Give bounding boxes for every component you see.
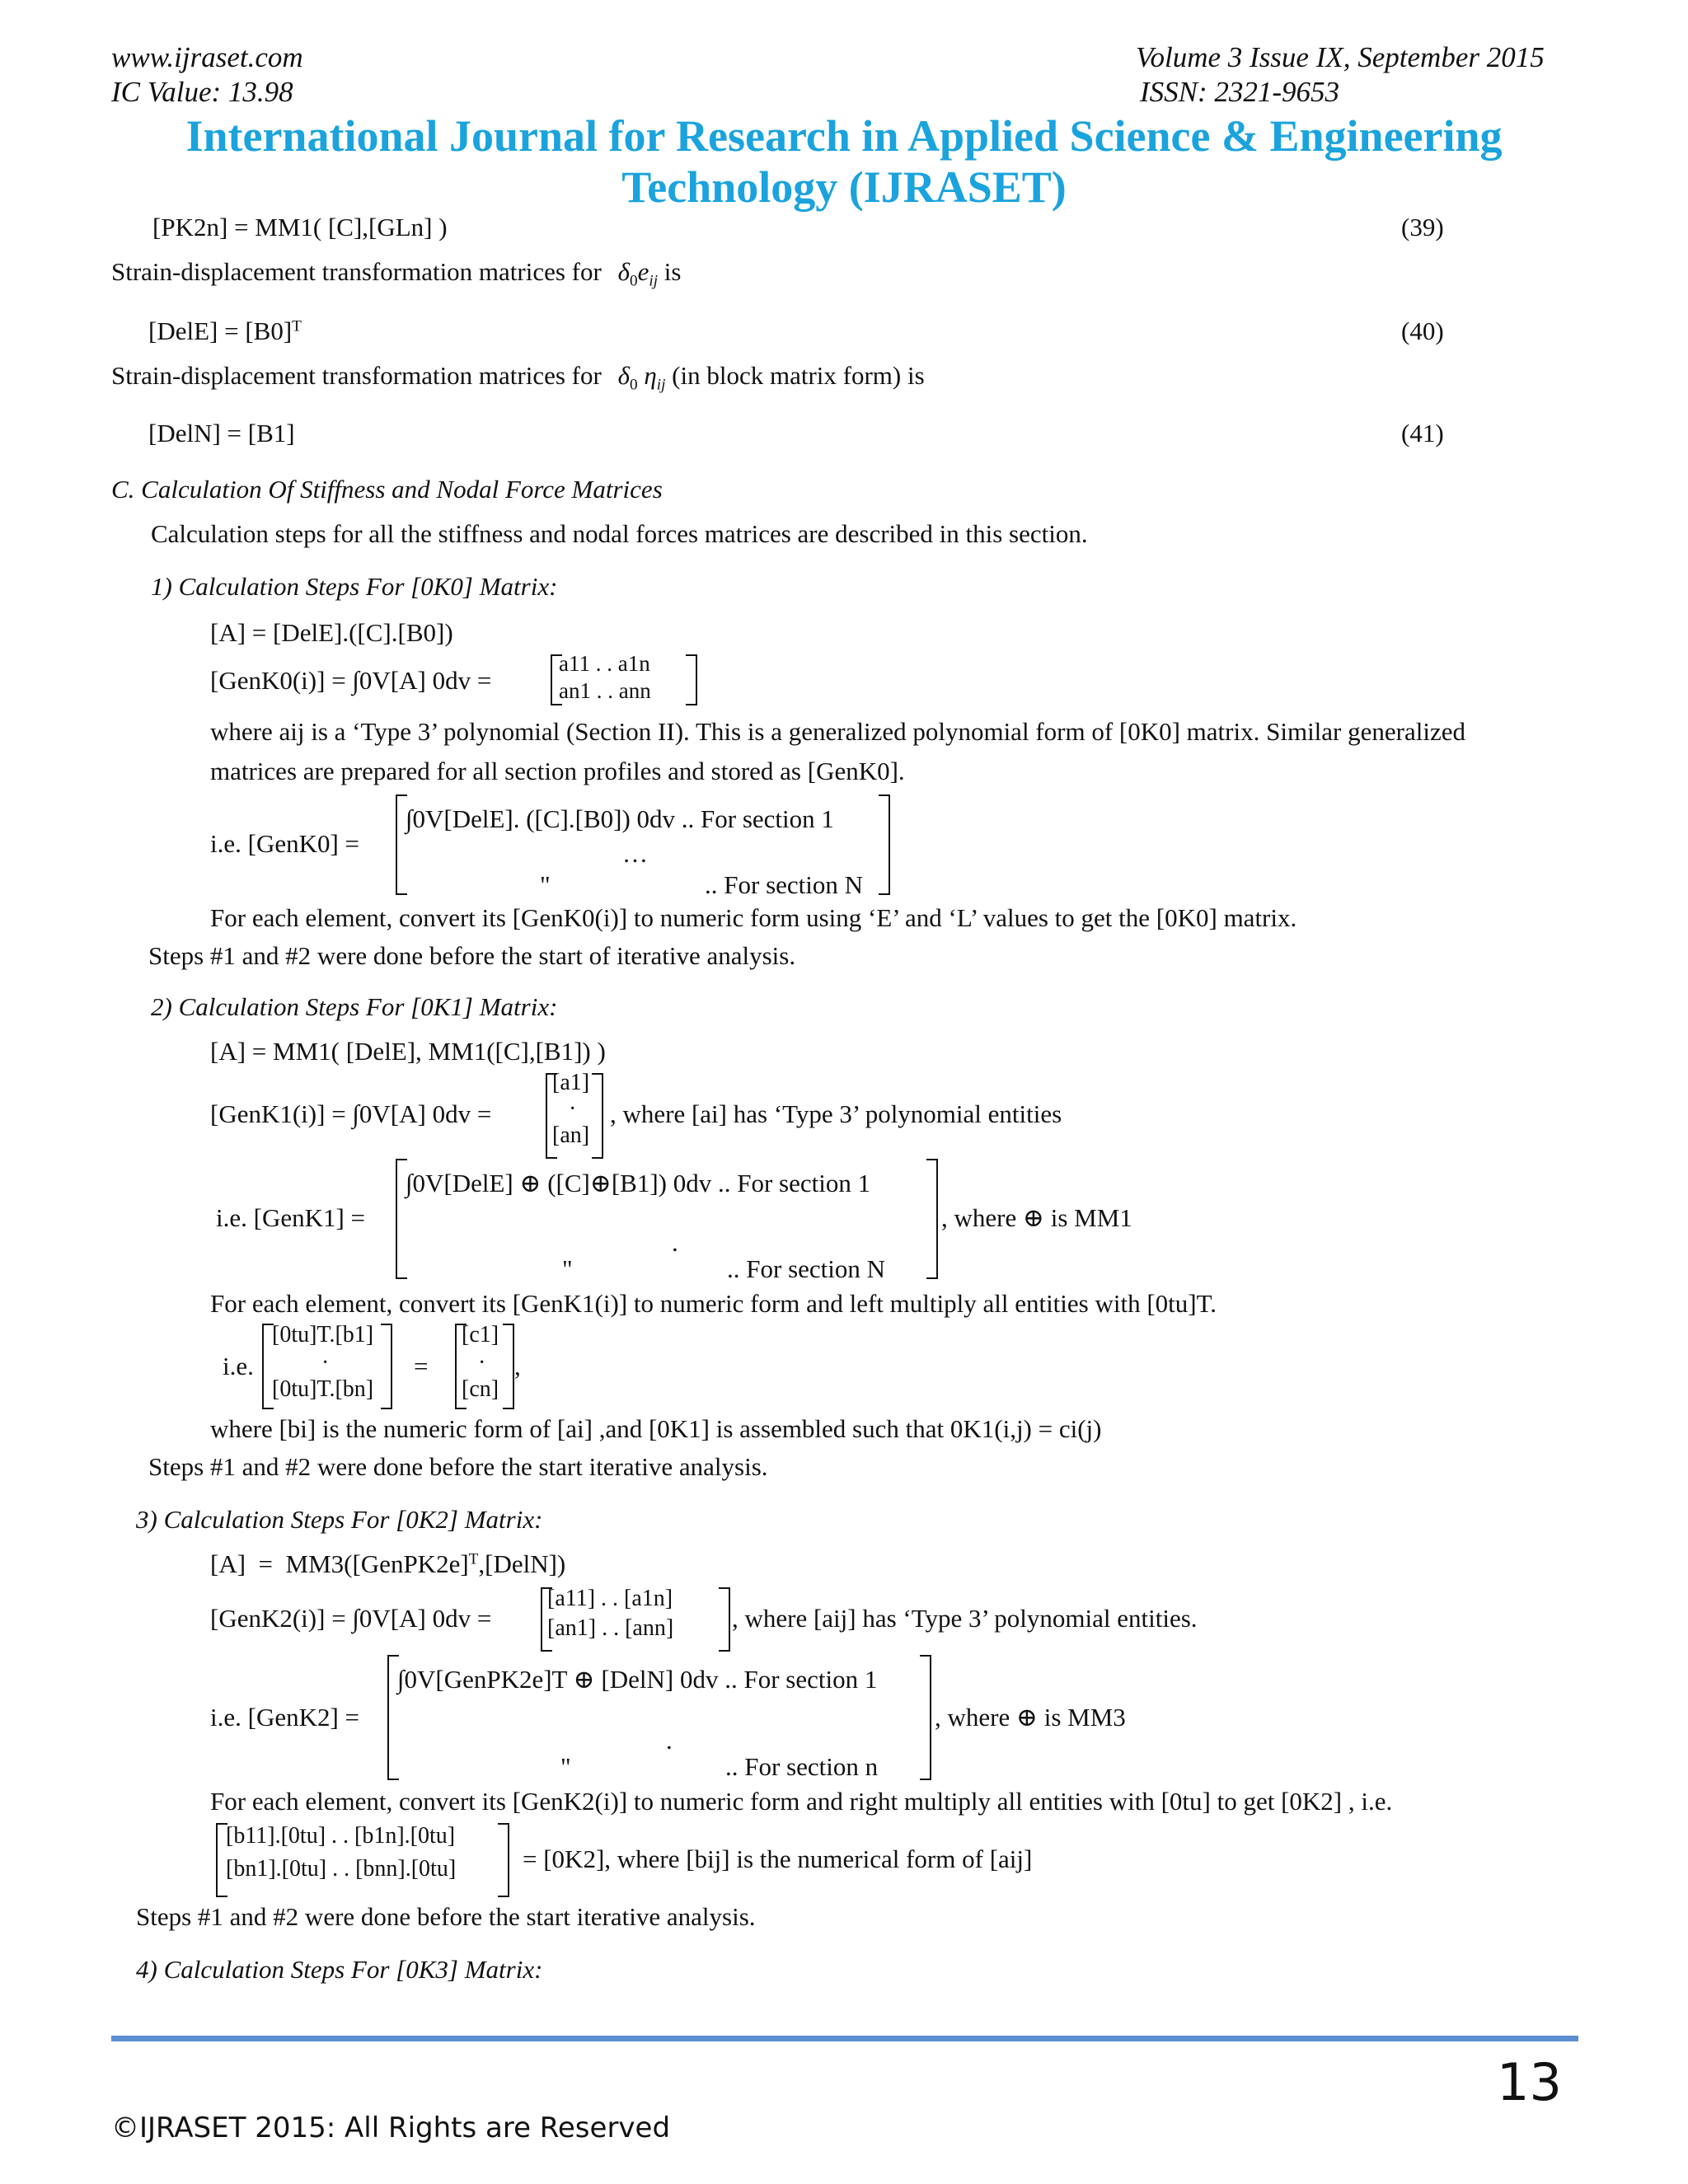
block-bracket-right [926,1159,938,1279]
genk0-row-1: ∫0V[DelE]. ([C].[B0]) 0dv .. For section 1 [406,804,834,833]
step2-steps: Steps #1 and #2 were done before the start iterative analysis. [148,1452,768,1481]
strain-text-2-tail: (in block matrix form) is [672,361,925,390]
strain-text-1-tail: is [663,257,682,286]
block-bracket-right [920,1655,931,1780]
copyright: ©IJRASET 2015: All Rights are Reserved [111,2111,671,2144]
step3-steps: Steps #1 and #2 were done before the start iterative analysis. [136,1902,756,1931]
volume-issue: Volume 3 Issue IX, September 2015 [1136,41,1545,73]
delta-symbol: δ [617,257,630,286]
c-matrix-row-n: [cn] [462,1376,499,1402]
equation-number-40: (40) [1401,316,1444,345]
page-number: 13 [1497,2052,1562,2112]
genk0-row-2: … [622,839,648,868]
block-bracket-right [879,794,890,895]
step2-ie2: i.e. [223,1352,254,1380]
step1-steps: Steps #1 and #2 were done before the start of iterative analysis. [148,941,796,970]
issn: ISSN: 2321-9653 [1140,76,1340,108]
genk0-row-3-ditto: " [540,870,551,899]
step3-result: = [0K2], where [bij] is the numerical form of [aij] [523,1844,1033,1873]
step2-convert: For each element, convert its [GenK1(i)] to numeric form and left multiply all entities with [0tu]T. [210,1289,1217,1318]
genk2-row-3-ditto: " [560,1752,571,1781]
genk2-row-3: .. For section n [725,1752,879,1781]
step3-where-op: , where ⊕ is MM3 [935,1703,1126,1732]
step1-where: where aij is a ‘Type 3’ polynomial (Section II). This is a generalized polynomial form of [0K0] matrix. Similar generalized [210,717,1465,746]
b-matrix-row-n: [0tu]T.[bn] [272,1376,374,1402]
genk1-row-2: . [672,1228,678,1257]
genk2-row-2: . [666,1726,673,1755]
section-c-heading: C. Calculation Of Stiffness and Nodal Force Matrices [111,475,663,504]
step3-line-a: [A] = MM3([GenPK2e]$^T$,[DelN]) [210,1549,566,1578]
journal-title-line1: International Journal for Research in Applied Science & Engineering [185,111,1503,161]
step1-line-a: [A] = [DelE].([C].[B0]) [210,618,453,647]
step3-genk2i: [GenK2(i)] = ∫0V[A] 0dv = [210,1604,492,1633]
equation-40: [DelE] = $[B0]^T$ [148,316,302,345]
step3-heading: 3) Calculation Steps For [0K2] Matrix: [136,1505,543,1534]
strain-text-1: Strain-displacement transformation matrices for $\delta_0e_{ij}$ is [111,257,682,290]
col-an: [an] [552,1122,590,1148]
genk2-row-1: ∫0V[GenPK2e]T ⊕ [DelN] 0dv .. For section 1 [397,1665,878,1694]
genk0-row-3: .. For section N [705,870,864,899]
step2-ie-label: i.e. [GenK1] = [216,1203,366,1232]
step1-where-2: matrices are prepared for all section profiles and stored as [GenK0]. [210,757,905,785]
journal-title-line2: Technology (IJRASET) [621,162,1067,212]
b-matrix-bracket-right [381,1324,392,1409]
step2-heading: 2) Calculation Steps For [0K1] Matrix: [151,992,558,1021]
bu-matrix-bracket-right [498,1823,509,1897]
section-c-intro: Calculation steps for all the stiffness and nodal forces matrices are described in this section. [151,519,1088,548]
equation-number-41: (41) [1401,419,1444,448]
step1-genk0i: [GenK0(i)] = ∫0V[A] 0dv = [210,666,492,695]
step2-where-ai: , where [ai] has ‘Type 3’ polynomial entities [610,1099,1062,1128]
step2-where-op: , where ⊕ is MM1 [941,1203,1132,1232]
step2-line-a: [A] = MM1( [DelE], MM1([C],[B1]) ) [210,1037,606,1066]
c-matrix-bracket-right [503,1324,514,1409]
k2-matrix-row-2: [an1] . . [ann] [547,1615,674,1641]
strain-text-1-body: Strain-displacement transformation matrices for [111,257,602,286]
step1-ie-label: i.e. [GenK0] = [210,829,360,858]
step3-ie-label: i.e. [GenK2] = [210,1703,360,1732]
genk1-row-3: .. For section N [727,1254,886,1283]
bu-matrix-row-2: [bn1].[0tu] . . [bnn].[0tu] [226,1856,457,1882]
footer-rule [111,2036,1578,2041]
step3-convert: For each element, convert its [GenK2(i)] to numeric form and right multiply all entities with [0tu] to get [0K2] , i.e. [210,1787,1393,1816]
step2-equals: = [414,1352,429,1380]
step2-where-bi: where [bi] is the numeric form of [ai] ,and [0K1] is assembled such that 0K1(i,j) = ci(j) [210,1414,1102,1443]
step2-genk1i: [GenK1(i)] = ∫0V[A] 0dv = [210,1099,492,1128]
b-matrix-row-1: [0tu]T.[b1] [272,1322,374,1347]
matrix-bracket-right [686,654,697,705]
c-matrix-row-1: [c1] [462,1322,499,1347]
step2-comma: , [514,1352,521,1380]
col-bracket-right [592,1073,603,1159]
ic-value: IC Value: 13.98 [111,76,293,108]
genk1-row-1: ∫0V[DelE] ⊕ ([C]⊕[B1]) 0dv .. For section 1 [406,1169,871,1197]
col-a1: [a1] [552,1070,590,1095]
matrix-row-2: an1 . . ann [559,678,651,703]
step4-heading: 4) Calculation Steps For [0K3] Matrix: [136,1955,543,1984]
equation-41: [DelN] = [B1] [148,419,295,448]
bu-matrix-row-1: [b11].[0tu] . . [b1n].[0tu] [226,1823,456,1849]
genk1-row-3-ditto: " [562,1254,573,1283]
col-dot: · [569,1096,577,1122]
matrix-row-1: a11 . . a1n [559,651,650,676]
equation-number-39: (39) [1401,213,1444,241]
equation-39: [PK2n] = MM1( [C],[GLn] ) [152,213,448,241]
step3-where-aij: , where [aij] has ‘Type 3’ polynomial entities. [732,1604,1198,1633]
step1-convert: For each element, convert its [GenK0(i)] to numeric form using ‘E’ and ‘L’ values to get the [0K0] matrix. [210,903,1297,932]
step1-heading: 1) Calculation Steps For [0K0] Matrix: [151,572,558,601]
strain-text-2: Strain-displacement transformation matrices for $\delta_0$ $\eta_{ij}$ (in block matrix form) is [111,361,925,394]
k2-matrix-bracket-right [719,1587,730,1652]
journal-website: www.ijraset.com [111,41,303,73]
k2-matrix-row-1: [a11] . . [a1n] [547,1586,673,1611]
